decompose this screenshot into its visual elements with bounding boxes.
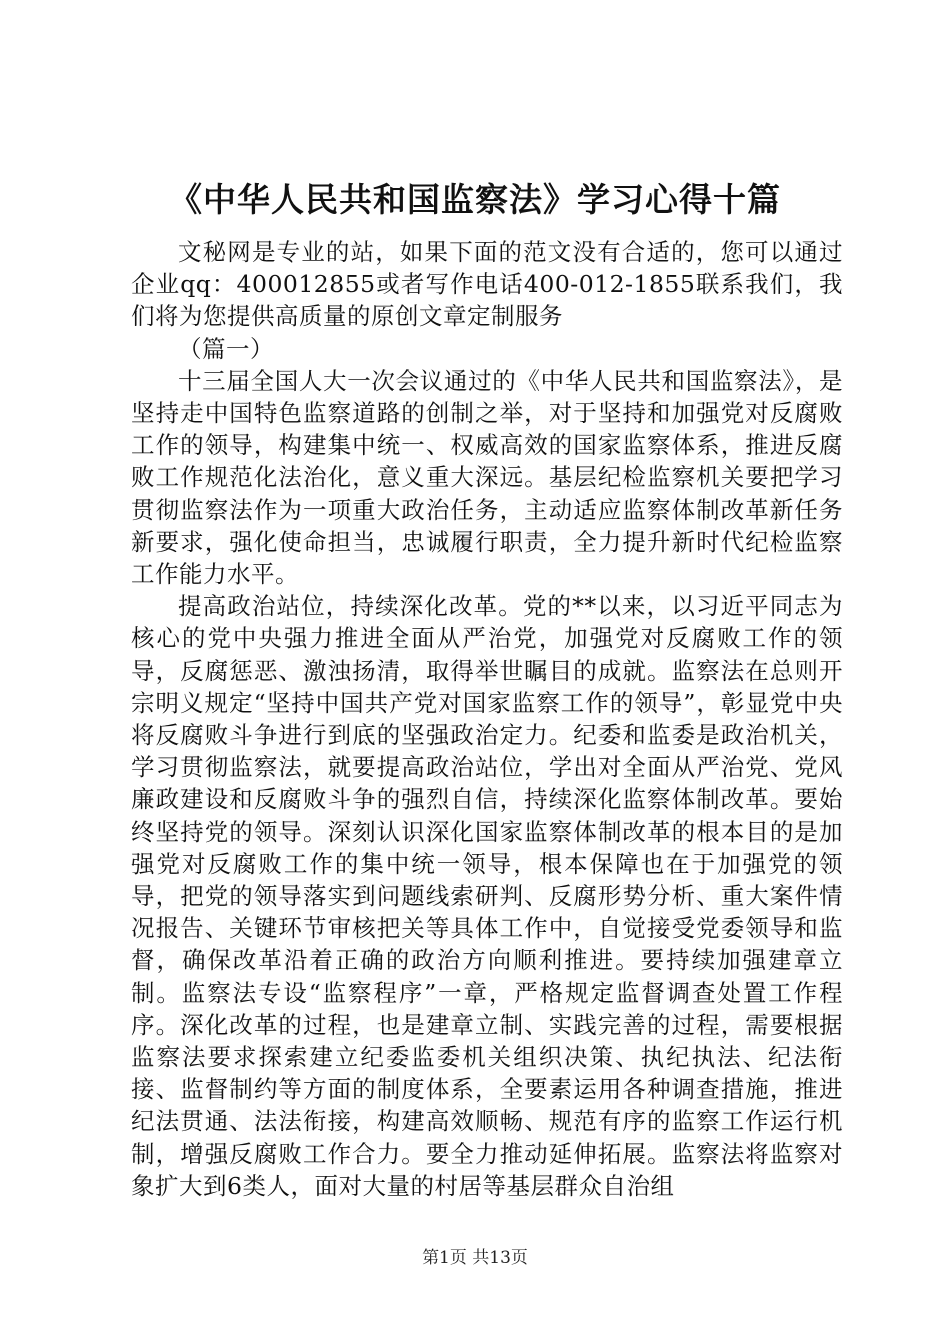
document-body bbox=[131, 236, 843, 1202]
document-title: 《中华人民共和国监察法》学习心得十篇 bbox=[169, 180, 781, 219]
intro-paragraph: 文秘网是专业的站，如果下面的范文没有合适的，您可以通过企业qq：400012855或者写作电话400-012-1855联系我们，我们将为您提供高质量的原创文章定制服务 bbox=[131, 238, 843, 331]
page-footer: 第1页 共13页 bbox=[422, 1248, 528, 1268]
body-paragraph: 十三届全国人大一次会议通过的《中华人民共和国监察法》，是坚持走中国特色监察道路的创制之举，对于坚持和加强党对反腐败工作的领导，构建集中统一、权威高效的国家监察体系，推进反腐败工作规范化法治化，意义重大深远。基层纪检监察机关要把学习贯彻监察法作为一项重大政治任务，主动适应监察体制改革新任务新要求，强化使命担当，忠诚履行职责，全力提升新时代纪检监察工作能力水平。 bbox=[131, 366, 843, 589]
body-paragraph: 提高政治站位，持续深化改革。党的**以来，以习近平同志为核心的党中央强力推进全面从严治党，加强党对反腐败工作的领导，反腐惩恶、激浊扬清，取得举世瞩目的成就。监察法在总则开宗明义规定“坚持中国共产党对国家监察工作的领导”，彰显党中央将反腐败斗争进行到底的坚强政治定力。纪委和监委是政治机关，学习贯彻监察法，就要提高政治站位，学出对全面从严治党、党风廉政建设和反腐败斗争的强烈自信，持续深化监察体制改革。要始终坚持党的领导。深刻认识深化国家监察体制改革的根本目的是加强党对反腐败工作的集中统一领导，根本保障也在于加强党的领导，把党的领导落实到问题线索研判、反腐形势分析、重大案件情况报告、关键环节审核把关等具体工作中，自觉接受党委领导和监督，确保改革沿着正确的政治方向顺利推进。要持续加强建章立制。监察法专设“监察程序”一章，严格规定监督调查处置工作程序。深化改革的过程，也是建章立制、实践完善的过程，需要根据监察法要求探索建立纪委监委机关组织决策、执纪执法、纪法衔接、监督制约等方面的制度体系，全要素运用各种调查措施，推进纪法贯通、法法衔接，构建高效顺畅、规范有序的监察工作运行机制，增强反腐败工作合力。要全力推动延伸拓展。监察法将监察对象扩大到6类人，面对大量的村居等基层群众自治组 bbox=[131, 592, 843, 1200]
section-heading: （篇一） bbox=[178, 334, 274, 363]
